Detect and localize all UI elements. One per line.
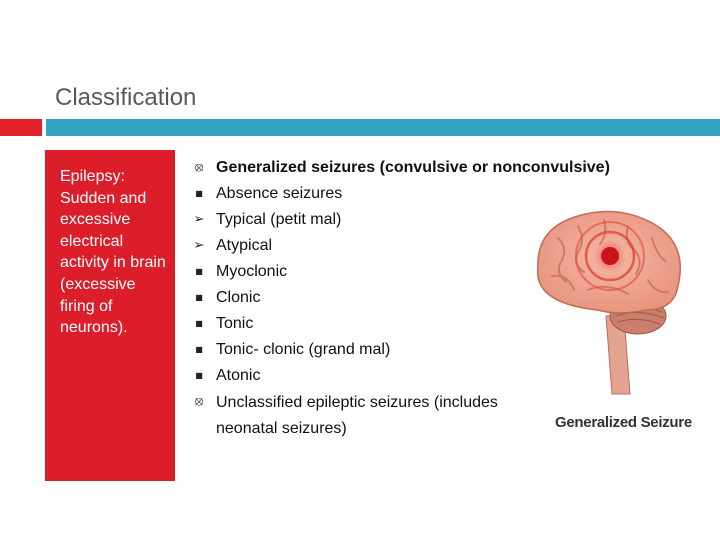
list-item-text: Tonic bbox=[216, 315, 254, 332]
definition-panel bbox=[45, 150, 175, 481]
list-item-text: Generalized seizures (convulsive or nonconvulsive) bbox=[216, 159, 610, 176]
square-bullet-icon: ■ bbox=[195, 267, 203, 276]
image-caption: Generalized Seizure bbox=[555, 414, 692, 431]
definition-text: Epilepsy: Sudden and excessive electrical activity in brain (excessive firing of neurons). bbox=[60, 168, 166, 337]
list-item-text: Unclassified epileptic seizures (includes neonatal seizures) bbox=[216, 394, 498, 437]
list-item-text: Clonic bbox=[216, 289, 261, 306]
list-item-text: Typical (petit mal) bbox=[216, 211, 342, 228]
list-item-text: Atonic bbox=[216, 367, 261, 384]
arrow-bullet-icon: ➢ bbox=[193, 238, 205, 253]
square-bullet-icon: ■ bbox=[195, 371, 203, 380]
list-item-text: Absence seizures bbox=[216, 185, 343, 202]
title-accent-blue-bar bbox=[46, 119, 720, 136]
list-item bbox=[192, 156, 720, 180]
list-item-text: Tonic- clonic (grand mal) bbox=[216, 341, 391, 358]
square-bullet-icon: ■ bbox=[195, 189, 203, 198]
title-accent-red-bar bbox=[0, 119, 42, 136]
square-bullet-icon: ■ bbox=[195, 319, 203, 328]
circle-cross-icon: ⦻ bbox=[194, 394, 204, 409]
list-item-text: Atypical bbox=[216, 237, 273, 254]
square-bullet-icon: ■ bbox=[195, 293, 203, 302]
brain-illustration bbox=[528, 198, 698, 398]
arrow-bullet-icon: ➢ bbox=[193, 212, 205, 227]
slide-title: Classification bbox=[55, 84, 197, 111]
circle-cross-icon: ⦻ bbox=[194, 160, 204, 175]
square-bullet-icon: ■ bbox=[195, 345, 203, 354]
brain-icon bbox=[528, 198, 698, 398]
list-item-text: Myoclonic bbox=[216, 263, 288, 280]
